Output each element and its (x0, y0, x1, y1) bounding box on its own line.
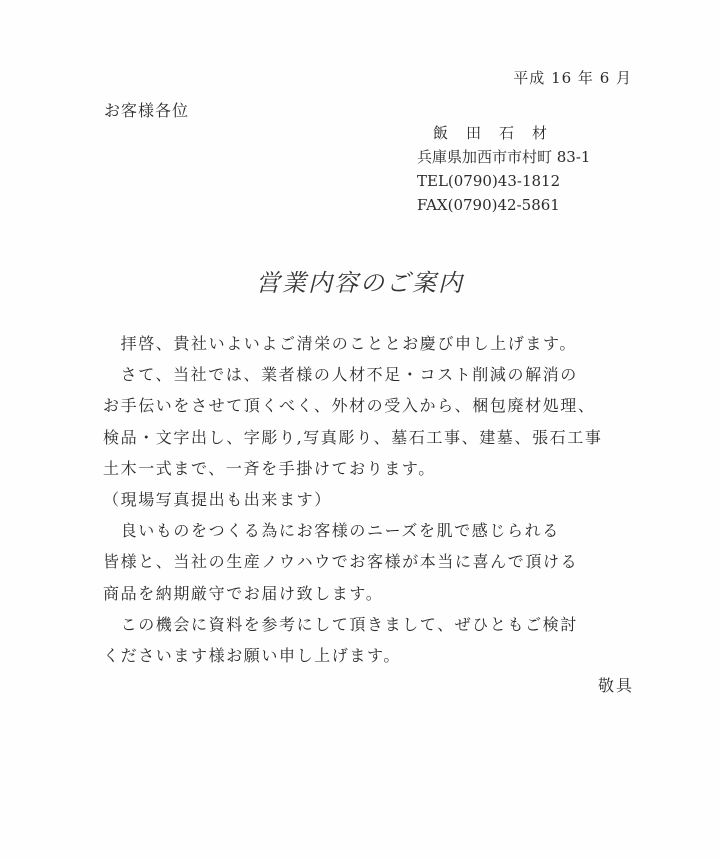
sender-address: 兵庫県加西市市村町 83-1 (417, 148, 591, 166)
sender-tel: TEL(0790)43-1812 (417, 172, 561, 190)
sender-fax: FAX(0790)42-5861 (417, 196, 560, 214)
letter-body (103, 328, 663, 671)
body-line: 商品を納期厳守でお届け致します。 (103, 583, 384, 603)
recipient: お客様各位 (104, 101, 190, 120)
body-line: 拝啓、貴社いよいよご清栄のこととお慶び申し上げます。 (103, 334, 577, 353)
body-line: さて、当社では、業者様の人材不足・コスト削減の解消の (103, 365, 578, 385)
body-line: 皆様と、当社の生産ノウハウでお客様が本当に喜んで頂ける (103, 552, 579, 572)
body-line: 良いものをつくる為にお客様のニーズを肌で感じられる (103, 521, 560, 541)
closing-remark: 敬具 (597, 676, 634, 695)
letter-date: 平成 16 年 6 月 (513, 69, 632, 87)
body-line: （現場写真提出も出来ます） (103, 490, 332, 510)
letter-title: 営業内容のご案内 (256, 269, 464, 297)
sender-company: 飯田石材 (433, 124, 566, 142)
body-line: 土木一式まで、一斉を手掛けております。 (103, 458, 436, 478)
body-line: この機会に資料を参考にして頂きまして、ぜひともご検討 (103, 614, 578, 634)
body-line: 検品・文字出し、字彫り,写真彫り、墓石工事、建墓、張石工事 (103, 427, 603, 447)
body-line: くださいます様お願い申し上げます。 (103, 646, 401, 666)
body-line: お手伝いをさせて頂くべく、外材の受入から、梱包廃材処理、 (103, 396, 596, 416)
sender-block (417, 121, 590, 217)
